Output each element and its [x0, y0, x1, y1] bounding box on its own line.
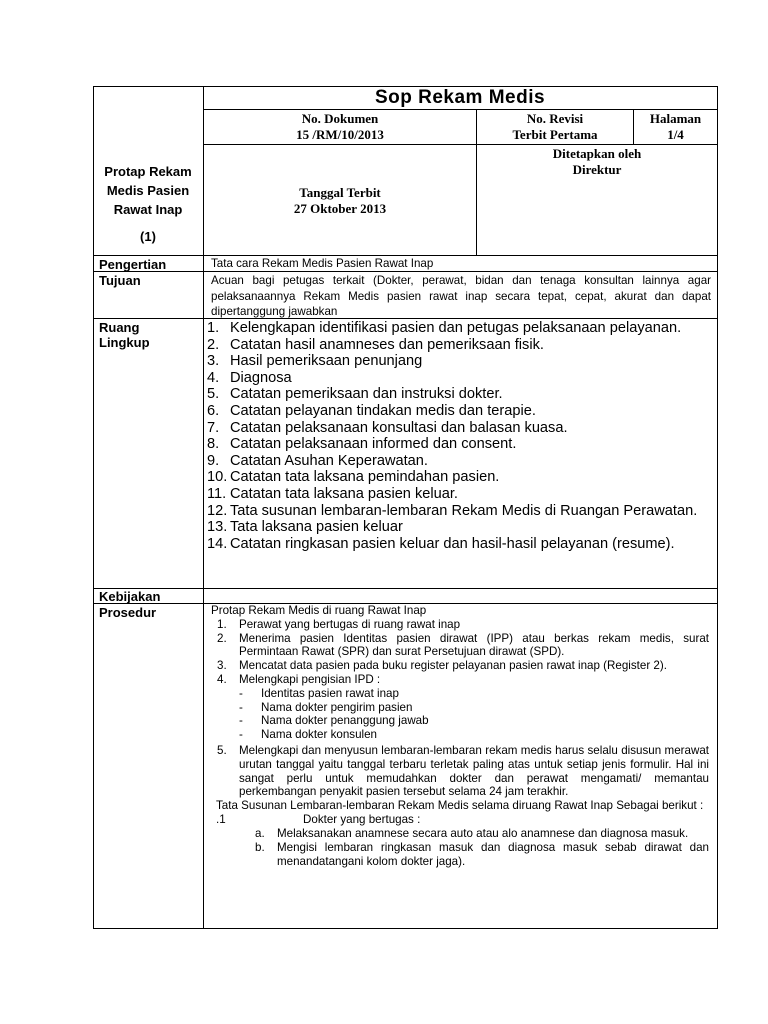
list-item-text: Catatan tata laksana pasien keluar.	[230, 485, 458, 502]
list-item-text: Catatan pelayanan tindakan medis dan terapie.	[230, 402, 536, 419]
doc-number-cell	[204, 111, 476, 143]
list-item-number: a.	[255, 826, 265, 840]
list-item	[211, 659, 709, 673]
list-item-number: 5.	[207, 386, 220, 403]
list-item	[211, 744, 709, 799]
table-line	[717, 86, 718, 929]
list-item	[207, 453, 709, 470]
list-item	[211, 827, 709, 841]
prosedur-label: Prosedur	[99, 605, 157, 620]
sub-title: Dokter yang bertugas :	[303, 812, 421, 826]
list-item	[207, 403, 709, 420]
list-item-text: Catatan pelaksanaan informed dan consent.	[230, 436, 517, 453]
tujuan-text	[211, 273, 711, 320]
susunan-text: Tata Susunan Lembaran-lembaran Rekam Medis selama diruang Rawat Inap Sebagai berikut :	[216, 799, 704, 813]
list-item	[211, 841, 709, 869]
list-item-text: Melaksanakan anamnese secara auto atau alo anamnese dan diagnosa masuk.	[277, 826, 689, 840]
dash-marker: -	[239, 686, 243, 700]
list-item	[237, 714, 709, 728]
list-item	[237, 728, 709, 742]
protap-number: (1)	[140, 229, 156, 244]
page-cell	[634, 111, 717, 143]
prosedur-intro: Protap Rekam Medis di ruang Rawat Inap	[211, 604, 427, 617]
pengertian-label: Pengertian	[99, 257, 167, 272]
doc-number-label: No. Dokumen	[301, 111, 379, 126]
list-item-number: 8.	[207, 436, 220, 453]
page-value: 1/4	[667, 127, 684, 142]
table-line	[93, 271, 717, 272]
list-item-text: Nama dokter konsulen	[261, 728, 377, 742]
kebijakan-label: Kebijakan	[99, 589, 161, 604]
list-item	[207, 370, 709, 387]
table-line	[203, 109, 717, 110]
page-label: Halaman	[649, 111, 702, 126]
list-item	[207, 337, 709, 354]
list-item	[207, 420, 709, 437]
list-item-number: 10.	[207, 469, 228, 486]
doc-number-value: 15 /RM/10/2013	[296, 127, 384, 142]
revision-cell	[477, 111, 633, 143]
revision-value: Terbit Pertama	[512, 127, 598, 142]
list-item-text: Melengkapi pengisian IPD :	[239, 672, 381, 686]
tujuan-label: Tujuan	[99, 273, 141, 288]
tujuan-line: dipertanggung jawabkan	[211, 305, 338, 318]
list-item	[207, 436, 709, 453]
ruang-lingkup-label	[99, 320, 150, 350]
revision-label: No. Revisi	[526, 111, 584, 126]
list-item-text: Melengkapi dan menyusun lembaran-lembaran rekam medis harus selalu disusun merawat urutan tanggal yaitu tanggal terbaru terletak paling atas untuk setiap jenis formulir. Hal ini sangat perlu untuk memudahkan dokter dan perawat mengamati/ memantau perkembangan penyakit pasien tersebut selama 24 jam terakhir.	[239, 743, 709, 799]
list-item-text: Catatan ringkasan pasien keluar dan hasil-hasil pelayanan (resume).	[230, 535, 675, 552]
dash-marker: -	[239, 728, 243, 742]
protap-title: Protap Rekam Medis Pasien Rawat Inap	[104, 164, 192, 217]
list-item	[207, 536, 709, 553]
list-item-text: Mencatat data pasien pada buku register pelayanan pasien rawat inap (Register 2).	[239, 659, 667, 673]
list-item-text: Mengisi lembaran ringkasan masuk dan diagnosa masuk sebab dirawat dan menandatangani kolom dokter jaga).	[277, 840, 709, 868]
list-item-text: Diagnosa	[230, 369, 292, 386]
list-item-number: 3.	[217, 659, 227, 673]
list-item-number: 12.	[207, 502, 228, 519]
list-item-number: 1.	[207, 320, 220, 336]
list-item-number: 7.	[207, 419, 220, 436]
document-title: Sop Rekam Medis	[374, 87, 546, 108]
list-item	[237, 687, 709, 701]
list-item-number: 2.	[217, 631, 227, 645]
list-item-text: Catatan tata laksana pemindahan pasien.	[230, 469, 500, 486]
list-item-text: Nama dokter penanggung jawab	[261, 714, 429, 728]
list-item-number: 2.	[207, 336, 220, 353]
approved-line-2: Direktur	[572, 162, 622, 177]
pengertian-text: Tata cara Rekam Medis Pasien Rawat Inap	[211, 257, 434, 270]
dash-marker: -	[239, 700, 243, 714]
list-item	[237, 701, 709, 715]
list-item	[211, 632, 709, 660]
list-item-text: Catatan hasil anamneses dan pemeriksaan fisik.	[230, 336, 544, 353]
list-item	[207, 353, 709, 370]
list-item	[207, 519, 709, 536]
list-item-text: Kelengkapan identifikasi pasien dan petugas pelaksanaan pelayanan.	[230, 320, 682, 336]
list-item-text: Tata laksana pasien keluar	[230, 519, 403, 536]
list-item-number: 5.	[217, 743, 227, 757]
list-item	[211, 673, 709, 687]
list-item-text: Identitas pasien rawat inap	[261, 686, 399, 700]
table-line	[93, 928, 717, 929]
approved-cell	[477, 146, 717, 178]
list-item	[207, 386, 709, 403]
ruang-label-line: Lingkup	[99, 335, 150, 350]
list-item-number: 6.	[207, 402, 220, 419]
list-item-number: 9.	[207, 452, 220, 469]
table-line	[93, 588, 717, 589]
list-item-text: Catatan pelaksanaan konsultasi dan balasan kuasa.	[230, 419, 568, 436]
list-item-text: Catatan Asuhan Keperawatan.	[230, 452, 428, 469]
issued-value: 27 Oktober 2013	[293, 201, 387, 216]
list-item-text: Nama dokter pengirim pasien	[261, 700, 413, 714]
issued-cell	[204, 185, 476, 217]
list-item	[207, 469, 709, 486]
list-item-text: Menerima pasien Identitas pasien dirawat (IPP) atau berkas rekam medis, surat Permintaan Rawat (SPR) dan surat Persetujuan dirawat (SPD).	[239, 631, 709, 659]
tujuan-line: Acuan bagi petugas terkait (Dokter, perawat, bidan dan tenaga konsultan lainnya agar	[211, 274, 711, 287]
list-item-text: Perawat yang bertugas di ruang rawat inap	[239, 617, 461, 631]
list-item-number: 4.	[217, 672, 227, 686]
list-item-number: b.	[255, 840, 265, 854]
tujuan-line: pelaksanaannya Rekam Medis pasien rawat inap secara tepat, cepat, akurat dan dapat	[211, 289, 711, 303]
list-item-number: 13.	[207, 519, 228, 536]
issued-label: Tanggal Terbit	[299, 185, 381, 200]
list-item-number: 11.	[207, 485, 227, 502]
list-item-text: Hasil pemeriksaan penunjang	[230, 353, 423, 370]
list-item	[207, 503, 709, 520]
approved-line-1: Ditetapkan oleh	[552, 146, 642, 161]
list-item	[207, 320, 709, 337]
list-item	[211, 618, 709, 632]
list-item-number: 1.	[217, 617, 227, 631]
sub-number: .1	[216, 812, 226, 826]
list-item-text: Tata susunan lembaran-lembaran Rekam Medis di Ruangan Perawatan.	[230, 502, 698, 519]
table-line	[203, 144, 717, 145]
sub-heading	[211, 813, 709, 827]
table-line	[93, 255, 717, 256]
list-item-number: 3.	[207, 353, 220, 370]
list-item-text: Catatan pemeriksaan dan instruksi dokter.	[230, 386, 503, 403]
list-item-number: 14.	[207, 535, 228, 552]
ruang-label-line: Ruang	[99, 320, 140, 335]
list-item-number: 4.	[207, 369, 220, 386]
ruang-lingkup-list	[207, 320, 709, 552]
prosedur-content	[211, 604, 709, 868]
list-item	[207, 486, 709, 503]
dash-marker: -	[239, 714, 243, 728]
